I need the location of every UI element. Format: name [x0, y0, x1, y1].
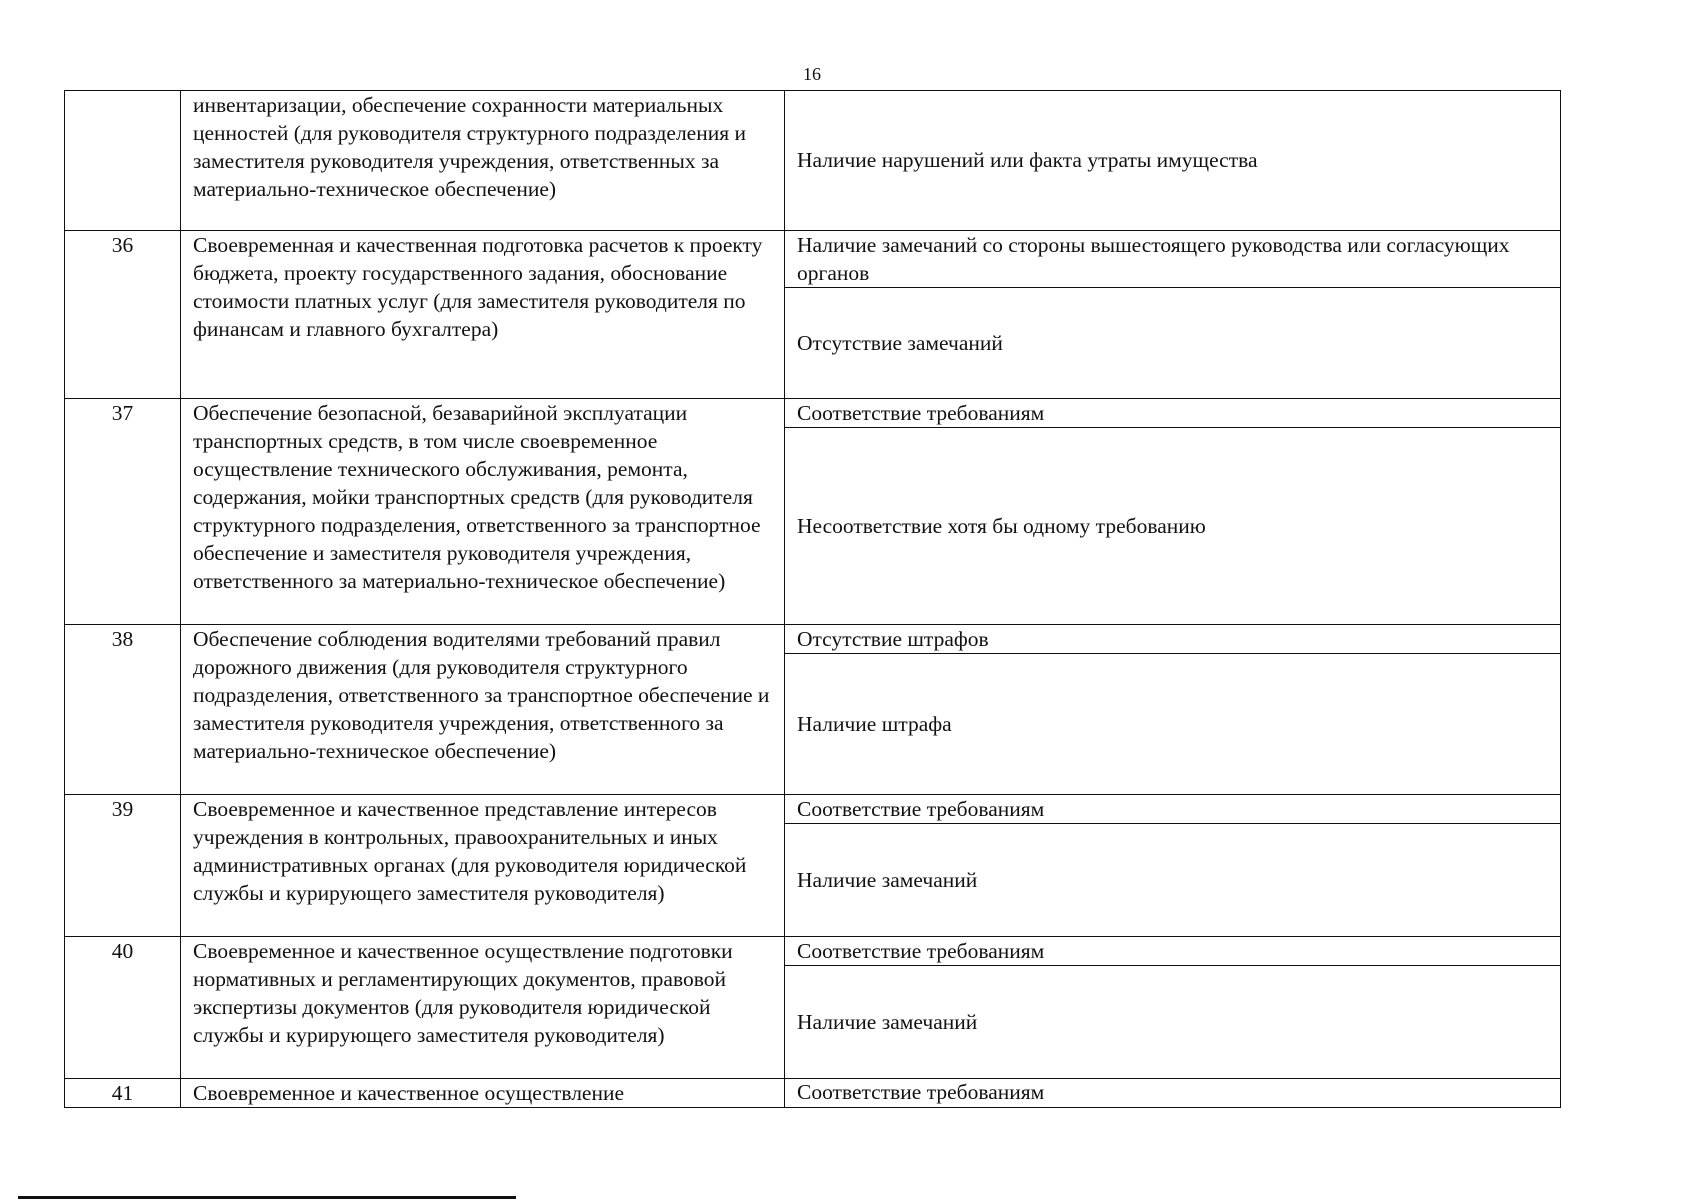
- row-number-cell: [65, 625, 181, 795]
- row-number: 36: [111, 233, 134, 257]
- condition-item: Соответствие требованиям: [797, 1080, 1045, 1104]
- row-number: 39: [111, 797, 134, 821]
- condition-item: Соответствие требованиям: [797, 797, 1045, 821]
- row-conditions: [785, 231, 1561, 399]
- table-row: [65, 795, 1561, 937]
- criteria-table: [64, 90, 1561, 1108]
- condition-item: Отсутствие замечаний: [785, 287, 1560, 397]
- condition-item: Соответствие требованиям: [797, 939, 1045, 963]
- table-row: [65, 1079, 1561, 1108]
- table-row: [65, 231, 1561, 399]
- row-description: инвентаризации, обеспечение сохранности материальных ценностей (для руководителя структурного подразделения и заместителя руководителя учреждения, ответственных за материально-техническое обеспечение): [181, 91, 785, 231]
- row-number-cell: [65, 795, 181, 937]
- row-conditions: [785, 937, 1561, 1079]
- row-conditions: [785, 795, 1561, 937]
- row-conditions: [785, 625, 1561, 795]
- row-description: Своевременное и качественное представление интересов учреждения в контрольных, правоохранительных и иных административных органах (для руководителя юридической службы и курирующего заместителя руководителя): [181, 795, 785, 937]
- row-number-cell: [65, 231, 181, 399]
- row-conditions: [785, 399, 1561, 625]
- condition-item: Отсутствие штрафов: [797, 627, 989, 651]
- row-conditions: [785, 91, 1561, 231]
- row-description: Своевременное и качественное осуществление: [181, 1079, 785, 1108]
- row-conditions: [785, 1079, 1561, 1108]
- condition-item: Наличие замечаний: [785, 965, 1560, 1077]
- condition-item: Наличие штрафа: [785, 653, 1560, 793]
- row-number-cell: [65, 937, 181, 1079]
- condition-item: Наличие замечаний со стороны вышестоящего руководства или согласующих органов: [797, 233, 1510, 285]
- row-description: Обеспечение соблюдения водителями требований правил дорожного движения (для руководителя структурного подразделения, ответственного за транспортное обеспечение и заместителя руководителя учреждения, ответственного за материально-техническое обеспечение): [181, 625, 785, 795]
- table-row: [65, 625, 1561, 795]
- condition-item: Наличие замечаний: [785, 823, 1560, 935]
- row-number: 38: [111, 627, 134, 651]
- table-row: [65, 937, 1561, 1079]
- row-number: 40: [111, 939, 134, 963]
- condition-item: Несоответствие хотя бы одному требованию: [785, 427, 1560, 623]
- row-number: 41: [111, 1081, 134, 1105]
- row-number-cell: [65, 399, 181, 625]
- row-number-cell: [65, 1079, 181, 1108]
- condition-item: Соответствие требованиям: [797, 401, 1045, 425]
- row-description: Обеспечение безопасной, безаварийной эксплуатации транспортных средств, в том числе своевременное осуществление технического обслуживания, ремонта, содержания, мойки транспортных средств (для руководителя структурного подразделения, ответственного за транспортное обеспечение и заместителя руководителя учреждения, ответственного за материально-техническое обеспечение): [181, 399, 785, 625]
- row-number: 37: [111, 401, 134, 425]
- row-description: Своевременная и качественная подготовка расчетов к проекту бюджета, проекту государственного задания, обоснование стоимости платных услуг (для заместителя руководителя по финансам и главного бухгалтера): [181, 231, 785, 399]
- table-row: [65, 91, 1561, 231]
- row-number-cell: [65, 91, 181, 231]
- page-number: 16: [803, 64, 821, 84]
- footnote-separator: [18, 1196, 516, 1199]
- row-description: Своевременное и качественное осуществление подготовки нормативных и регламентирующих документов, правовой экспертизы документов (для руководителя юридической службы и курирующего заместителя руководителя): [181, 937, 785, 1079]
- table-row: [65, 399, 1561, 625]
- condition-item: Наличие нарушений или факта утраты имущества: [797, 148, 1258, 172]
